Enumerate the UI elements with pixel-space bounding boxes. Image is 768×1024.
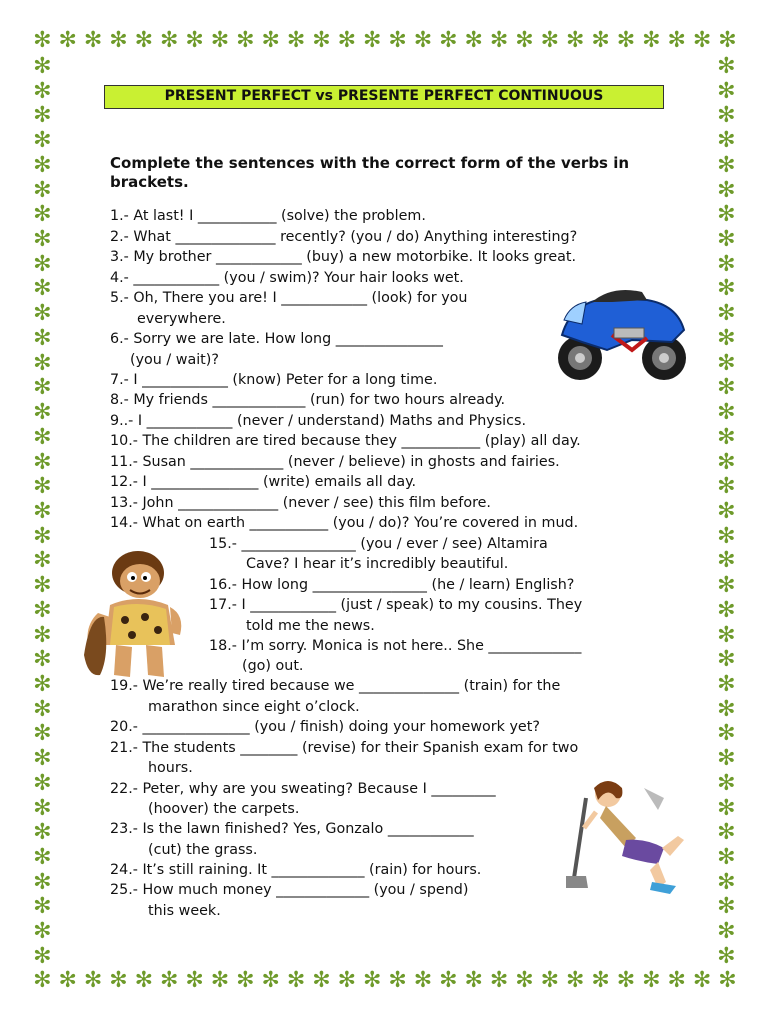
border-star-icon: ✻: [185, 28, 204, 53]
sentence-line: 11.- Susan _____________ (never / believe) in ghosts and fairies.: [110, 454, 560, 470]
border-star-icon: ✻: [236, 968, 255, 993]
border-star-icon: ✻: [616, 28, 636, 53]
border-star-icon: ✻: [33, 28, 52, 53]
border-star-icon: ✻: [33, 424, 52, 450]
border-star-icon: ✻: [718, 968, 737, 993]
sentence-line: this week.: [148, 903, 221, 919]
border-star-icon: ✻: [717, 573, 736, 599]
border-star-icon: ✻: [717, 78, 736, 104]
border-star-icon: ✻: [717, 523, 736, 549]
border-star-icon: ✻: [717, 943, 736, 969]
border-star-icon: ✻: [33, 350, 52, 376]
border-star-icon: ✻: [717, 647, 736, 673]
border-star-icon: ✻: [33, 78, 52, 104]
border-star-icon: ✻: [185, 968, 204, 993]
border-star-icon: ✻: [337, 968, 357, 993]
sentence-line: 13.- John ______________ (never / see) this film before.: [110, 495, 491, 511]
border-star-icon: ✻: [717, 202, 736, 228]
border-star-icon: ✻: [33, 919, 52, 945]
sentence-line: everywhere.: [137, 311, 226, 327]
border-star-icon: ✻: [565, 968, 585, 993]
border-star-icon: ✻: [717, 622, 736, 648]
border-star-icon: ✻: [83, 968, 103, 993]
border-star-icon: ✻: [33, 227, 52, 253]
border-star-icon: ✻: [33, 894, 52, 920]
sentence-line: 12.- I _______________ (write) emails all day.: [110, 474, 417, 490]
border-star-icon: ✻: [439, 968, 458, 993]
border-star-icon: ✻: [717, 177, 736, 203]
sentence-line: 6.- Sorry we are late. How long _______________: [110, 331, 443, 347]
border-star-icon: ✻: [33, 523, 52, 549]
border-star-icon: ✻: [718, 28, 737, 53]
border-star-icon: ✻: [464, 28, 483, 53]
border-star-icon: ✻: [515, 28, 534, 53]
border-star-icon: ✻: [83, 28, 103, 53]
border-bottom: [30, 970, 740, 994]
border-star-icon: ✻: [717, 548, 736, 574]
border-star-icon: ✻: [515, 968, 534, 993]
border-star-icon: ✻: [540, 28, 560, 53]
sentence-line: 20.- _______________ (you / finish) doing your homework yet?: [110, 719, 540, 735]
border-star-icon: ✻: [33, 573, 52, 599]
border-left: [30, 56, 54, 968]
border-star-icon: ✻: [236, 28, 255, 53]
border-star-icon: ✻: [717, 227, 736, 253]
border-star-icon: ✻: [33, 548, 52, 574]
border-star-icon: ✻: [717, 152, 736, 178]
border-star-icon: ✻: [717, 276, 736, 302]
border-star-icon: ✻: [33, 301, 52, 327]
sentence-line: (you / wait)?: [130, 352, 219, 368]
border-star-icon: ✻: [388, 968, 407, 993]
border-star-icon: ✻: [667, 28, 686, 53]
border-star-icon: ✻: [33, 746, 52, 772]
border-star-icon: ✻: [717, 424, 736, 450]
sentence-line: 14.- What on earth ___________ (you / do)? You’re covered in mud.: [110, 515, 579, 531]
border-star-icon: ✻: [717, 597, 736, 623]
border-star-icon: ✻: [717, 869, 736, 895]
border-star-icon: ✻: [33, 202, 52, 228]
border-star-icon: ✻: [489, 968, 509, 993]
border-star-icon: ✻: [717, 449, 736, 475]
sentence-line: 15.- ________________ (you / ever / see) Altamira: [209, 536, 548, 552]
border-star-icon: ✻: [33, 276, 52, 302]
border-star-icon: ✻: [33, 375, 52, 401]
border-star-icon: ✻: [717, 696, 736, 722]
sentence-line: 23.- Is the lawn finished? Yes, Gonzalo ____________: [110, 821, 474, 837]
border-star-icon: ✻: [642, 28, 661, 53]
border-star-icon: ✻: [33, 721, 52, 747]
border-star-icon: ✻: [134, 28, 154, 53]
border-star-icon: ✻: [489, 28, 509, 53]
border-star-icon: ✻: [439, 28, 458, 53]
border-star-icon: ✻: [540, 968, 560, 993]
sentence-line: (hoover) the carpets.: [148, 801, 300, 817]
border-star-icon: ✻: [362, 968, 382, 993]
border-star-icon: ✻: [717, 894, 736, 920]
sentence-line: hours.: [148, 760, 193, 776]
border-star-icon: ✻: [591, 968, 610, 993]
border-star-icon: ✻: [413, 28, 433, 53]
border-star-icon: ✻: [717, 128, 736, 154]
sentence-line: 19.- We’re really tired because we ______________ (train) for the: [110, 678, 561, 694]
sentence-line: 16.- How long ________________ (he / learn) English?: [209, 577, 575, 593]
border-star-icon: ✻: [692, 28, 712, 53]
border-star-icon: ✻: [58, 28, 77, 53]
border-star-icon: ✻: [33, 251, 52, 277]
border-star-icon: ✻: [33, 597, 52, 623]
border-star-icon: ✻: [33, 103, 52, 129]
border-star-icon: ✻: [33, 647, 52, 673]
border-star-icon: ✻: [591, 28, 610, 53]
sentence-line: 17.- I ____________ (just / speak) to my cousins. They: [209, 597, 583, 613]
border-star-icon: ✻: [717, 474, 736, 500]
border-star-icon: ✻: [565, 28, 585, 53]
sentence-line: 21.- The students ________ (revise) for their Spanish exam for two: [110, 740, 579, 756]
border-star-icon: ✻: [261, 968, 280, 993]
sentence-line: 10.- The children are tired because they ___________ (play) all day.: [110, 433, 581, 449]
border-star-icon: ✻: [33, 128, 52, 154]
instructions: Complete the sentences with the correct form of the verbs in brackets.: [110, 154, 630, 191]
border-star-icon: ✻: [261, 28, 280, 53]
border-star-icon: ✻: [667, 968, 686, 993]
sentence-line: (go) out.: [242, 658, 304, 674]
border-star-icon: ✻: [717, 400, 736, 426]
border-star-icon: ✻: [692, 968, 712, 993]
sentence-line: 5.- Oh, There you are! I ____________ (look) for you: [110, 290, 468, 306]
sentence-line: Cave? I hear it’s incredibly beautiful.: [246, 556, 509, 572]
border-star-icon: ✻: [312, 28, 331, 53]
border-star-icon: ✻: [717, 919, 736, 945]
border-star-icon: ✻: [33, 696, 52, 722]
border-star-icon: ✻: [717, 325, 736, 351]
border-star-icon: ✻: [642, 968, 661, 993]
border-star-icon: ✻: [33, 770, 52, 796]
border-right: [714, 56, 738, 968]
border-star-icon: ✻: [717, 54, 736, 79]
border-star-icon: ✻: [58, 968, 77, 993]
border-star-icon: ✻: [464, 968, 483, 993]
border-star-icon: ✻: [33, 968, 52, 993]
border-star-icon: ✻: [33, 400, 52, 426]
border-star-icon: ✻: [33, 622, 52, 648]
border-star-icon: ✻: [717, 770, 736, 796]
border-star-icon: ✻: [210, 28, 230, 53]
border-star-icon: ✻: [312, 968, 331, 993]
border-star-icon: ✻: [413, 968, 433, 993]
sentence-line: 2.- What ______________ recently? (you / do) Anything interesting?: [110, 229, 578, 245]
border-star-icon: ✻: [362, 28, 382, 53]
worksheet-title: PRESENT PERFECT vs PRESENTE PERFECT CONTINUOUS: [104, 85, 664, 109]
border-star-icon: ✻: [33, 943, 52, 969]
border-star-icon: ✻: [717, 350, 736, 376]
border-star-icon: ✻: [33, 177, 52, 203]
sentence-line: 3.- My brother ____________ (buy) a new motorbike. It looks great.: [110, 249, 577, 265]
border-star-icon: ✻: [33, 54, 52, 79]
border-star-icon: ✻: [159, 28, 179, 53]
sentence-line: 8.- My friends _____________ (run) for two hours already.: [110, 392, 506, 408]
border-star-icon: ✻: [717, 671, 736, 697]
border-star-icon: ✻: [33, 845, 52, 870]
sentence-line: (cut) the grass.: [148, 842, 258, 858]
border-star-icon: ✻: [33, 869, 52, 895]
border-star-icon: ✻: [717, 820, 736, 846]
border-star-icon: ✻: [717, 721, 736, 747]
border-star-icon: ✻: [717, 795, 736, 821]
border-star-icon: ✻: [33, 152, 52, 178]
border-star-icon: ✻: [33, 820, 52, 846]
border-star-icon: ✻: [717, 375, 736, 401]
sentence-line: 18.- I’m sorry. Monica is not here.. She _____________: [209, 638, 582, 654]
border-star-icon: ✻: [717, 746, 736, 772]
sentence-line: told me the news.: [246, 618, 375, 634]
sentence-line: 1.- At last! I ___________ (solve) the problem.: [110, 208, 426, 224]
sentence-line: 7.- I ____________ (know) Peter for a long time.: [110, 372, 438, 388]
border-star-icon: ✻: [33, 474, 52, 500]
border-star-icon: ✻: [33, 449, 52, 475]
border-star-icon: ✻: [33, 671, 52, 697]
border-star-icon: ✻: [159, 968, 179, 993]
border-top: [30, 30, 740, 54]
motorbike-illustration: [552, 280, 692, 385]
border-star-icon: ✻: [33, 325, 52, 351]
sentence-line: 24.- It’s still raining. It _____________ (rain) for hours.: [110, 862, 482, 878]
sentence-line: 9..- I ____________ (never / understand) Maths and Physics.: [110, 413, 527, 429]
sentence-line: marathon since eight o’clock.: [148, 699, 360, 715]
caveman-illustration: [80, 545, 198, 685]
sentence-line: 25.- How much money _____________ (you / spend): [110, 882, 469, 898]
border-star-icon: ✻: [616, 968, 636, 993]
sentence-line: 4.- ____________ (you / swim)? Your hair looks wet.: [110, 270, 464, 286]
border-star-icon: ✻: [109, 968, 128, 993]
border-star-icon: ✻: [33, 498, 52, 524]
border-star-icon: ✻: [717, 498, 736, 524]
border-star-icon: ✻: [286, 28, 306, 53]
vacuuming-person-illustration: [566, 778, 690, 898]
border-star-icon: ✻: [388, 28, 407, 53]
border-star-icon: ✻: [33, 795, 52, 821]
border-star-icon: ✻: [109, 28, 128, 53]
sentence-line: 22.- Peter, why are you sweating? Because I _________: [110, 781, 496, 797]
border-star-icon: ✻: [717, 103, 736, 129]
border-star-icon: ✻: [210, 968, 230, 993]
border-star-icon: ✻: [717, 251, 736, 277]
border-star-icon: ✻: [717, 845, 736, 870]
border-star-icon: ✻: [286, 968, 306, 993]
border-star-icon: ✻: [337, 28, 357, 53]
border-star-icon: ✻: [717, 301, 736, 327]
border-star-icon: ✻: [134, 968, 154, 993]
